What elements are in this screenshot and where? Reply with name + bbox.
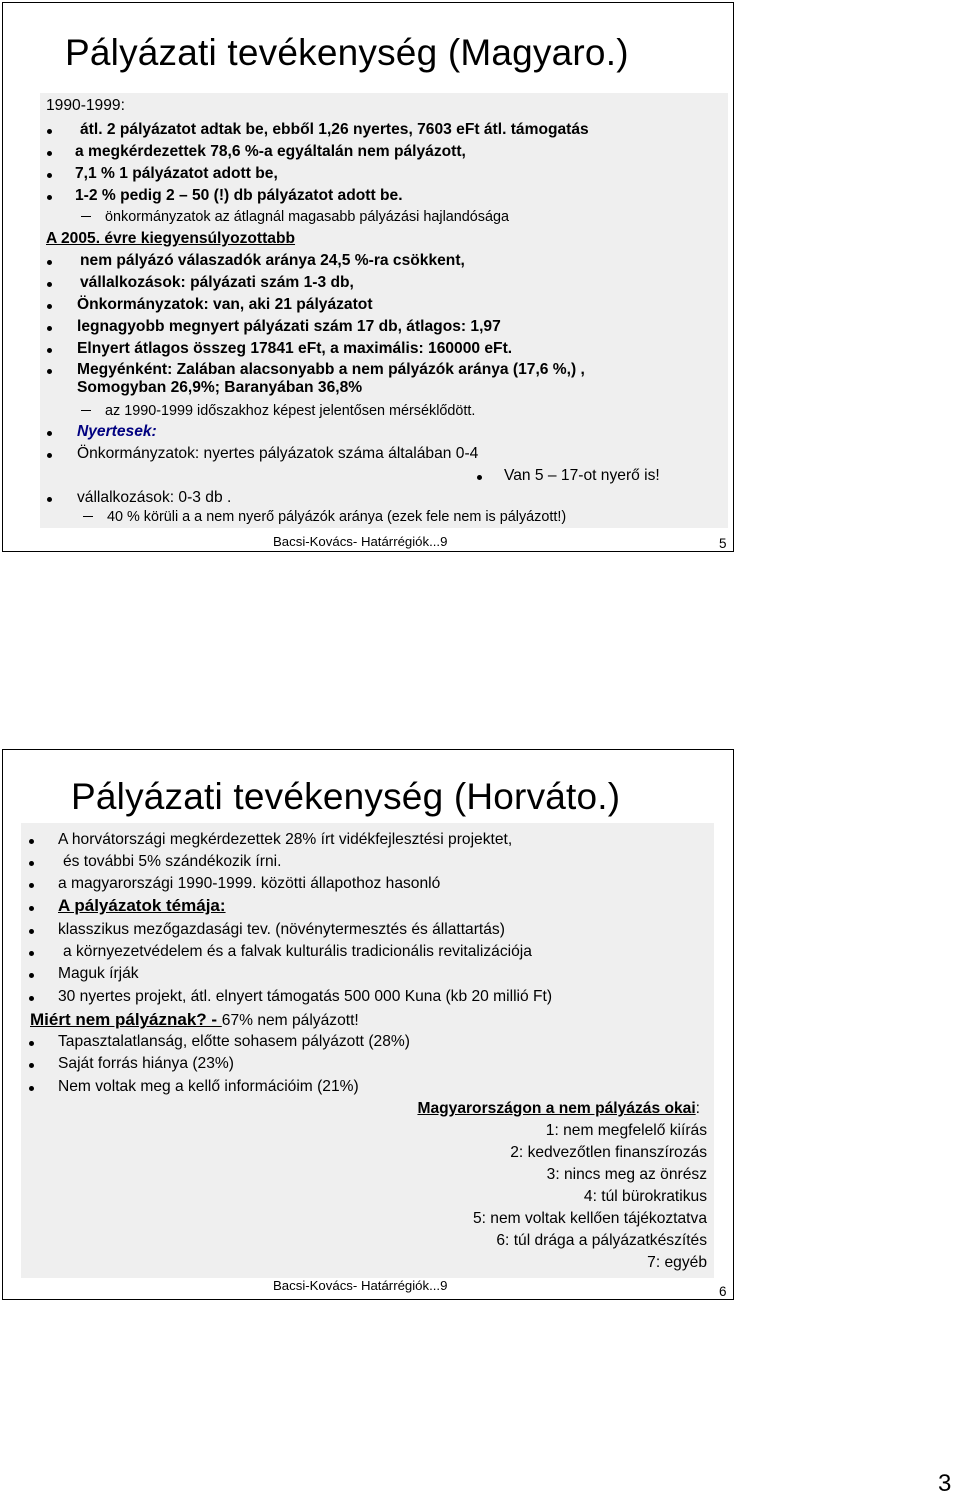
bullet-dot (47, 151, 52, 156)
slide-title: Pályázati tevékenység (Magyaro.) (65, 32, 629, 73)
sub-bullet-text: önkormányzatok az átlagnál magasabb pályázási hajlandósága (105, 209, 509, 225)
bullet-text: 30 nyertes projekt, átl. elnyert támogatás 500 000 Kuna (kb 20 millió Ft) (58, 988, 553, 1005)
slide-6 (2, 749, 734, 1300)
bullet-dot (29, 1063, 34, 1068)
page-number: 3 (938, 1470, 952, 1497)
bullet-text: a magyarországi 1990-1999. közötti állapothoz hasonló (58, 875, 441, 892)
bullet-text: Tapasztalatlanság, előtte sohasem pályázott (28%) (58, 1033, 410, 1050)
sub-bullet-text: az 1990-1999 időszakhoz képest jelentősen mérséklődött. (105, 403, 476, 419)
bullet-text: a környezetvédelem és a falvak kulturális tradicionális revitalizációja (63, 943, 532, 960)
bullet-text: Önkormányzatok: nyertes pályázatok száma általában 0-4 (77, 445, 479, 462)
bullet-dot (47, 173, 52, 178)
bullet-dot (29, 839, 34, 844)
reason-item: 1: nem megfelelő kiírás (545, 1122, 707, 1139)
why-not-heading: Miért nem pályáznak? - (30, 1010, 222, 1029)
bullet-text: Van 5 – 17-ot nyerő is! (504, 467, 660, 484)
reason-item: 4: túl bürokratikus (583, 1188, 707, 1205)
bullet-text: legnagyobb megnyert pályázati szám 17 db, átlagos: 1,97 (77, 318, 501, 335)
bullet-text: Elnyert átlagos összeg 17841 eFt, a maximális: 160000 eFt. (77, 340, 513, 357)
bullet-text: klasszikus mezőgazdasági tev. (növénytermesztés és állattartás) (58, 921, 505, 938)
reason-item: 3: nincs meg az önrész (546, 1166, 707, 1183)
bullet-dot (47, 260, 52, 265)
reasons-heading-line (417, 1100, 700, 1118)
bullet-text: Megyénként: Zalában alacsonyabb a nem pályázók aránya (17,6 %,) , (77, 361, 585, 378)
bullet-text: vállalkozások: 0-3 db . (77, 489, 232, 506)
bullet-dot (47, 348, 52, 353)
bullet-text: Nem voltak meg a kellő információim (21%) (58, 1078, 359, 1095)
bullet-text: Maguk írják (58, 965, 139, 982)
sub-dash (81, 216, 91, 217)
bullet-dot (47, 369, 52, 374)
sub-dash (83, 516, 93, 517)
reason-item: 2: kedvezőtlen finanszírozás (510, 1144, 707, 1161)
bullet-text: Önkormányzatok: van, aki 21 pályázatot (77, 296, 373, 313)
bullet-dot (47, 304, 52, 309)
bullet-dot (29, 906, 34, 911)
bullet-dot (29, 883, 34, 888)
bullet-text: Saját forrás hiánya (23%) (58, 1055, 234, 1072)
slide-footer: Bacsi-Kovács- Határrégiók...9 (273, 534, 448, 549)
bullet-text: A horvátországi megkérdezettek 28% írt vidékfejlesztési projektet, (58, 831, 513, 848)
reasons-heading: Magyarországon a nem pályázás okai (417, 1100, 696, 1117)
bullet-dot (47, 195, 52, 200)
bullet-text: nem pályázó válaszadók aránya 24,5 %-ra csökkent, (80, 252, 465, 269)
winners-heading: Nyertesek: (77, 423, 157, 440)
slide-number: 5 (719, 536, 727, 551)
bullet-dot (47, 453, 52, 458)
section-heading: A 2005. évre kiegyensúlyozottabb (46, 230, 296, 247)
bullet-dot (47, 282, 52, 287)
reason-item: 6: túl drága a pályázatkészítés (496, 1232, 707, 1249)
bullet-dot (29, 861, 34, 866)
bullet-text: a megkérdezettek 78,6 %-a egyáltalán nem pályázott, (75, 143, 466, 160)
topics-heading: A pályázatok témája: (58, 896, 226, 915)
bullet-dot (29, 996, 34, 1001)
reasons-colon: : (695, 1100, 700, 1117)
slide-footer: Bacsi-Kovács- Határrégiók...9 (273, 1278, 448, 1293)
bullet-dot (477, 475, 482, 480)
bullet-text: 1-2 % pedig 2 – 50 (!) db pályázatot adott be. (75, 187, 403, 204)
bullet-dot (29, 929, 34, 934)
bullet-dot (29, 951, 34, 956)
slide-title: Pályázati tevékenység (Horváto.) (71, 776, 621, 817)
bullet-dot (47, 129, 52, 134)
slide-number: 6 (719, 1284, 727, 1299)
bullet-dot (29, 973, 34, 978)
sub-bullet-text: 40 % körüli a a nem nyerő pályázók aránya (ezek fele nem is pályázott!) (107, 509, 567, 525)
bullet-text: vállalkozások: pályázati szám 1-3 db, (80, 274, 354, 291)
reason-item: 7: egyéb (647, 1254, 707, 1271)
bullet-dot (29, 1086, 34, 1091)
bullet-dot (29, 1041, 34, 1046)
bullet-text: átl. 2 pályázatot adtak be, ebből 1,26 nyertes, 7603 eFt átl. támogatás (80, 121, 589, 138)
period-heading: 1990-1999: (46, 97, 125, 114)
bullet-text-continuation: Somogyban 26,9%; Baranyában 36,8% (77, 379, 363, 396)
reason-item: 5: nem voltak kellően tájékoztatva (472, 1210, 707, 1227)
bullet-dot (47, 431, 52, 436)
sub-dash (81, 410, 91, 411)
bullet-dot (47, 326, 52, 331)
why-not-line (30, 1011, 359, 1030)
slide-5 (2, 2, 734, 552)
why-not-value: 67% nem pályázott! (221, 1012, 359, 1029)
bullet-dot (47, 497, 52, 502)
bullet-text: 7,1 % 1 pályázatot adott be, (75, 165, 278, 182)
bullet-text: és további 5% szándékozik írni. (63, 853, 282, 870)
